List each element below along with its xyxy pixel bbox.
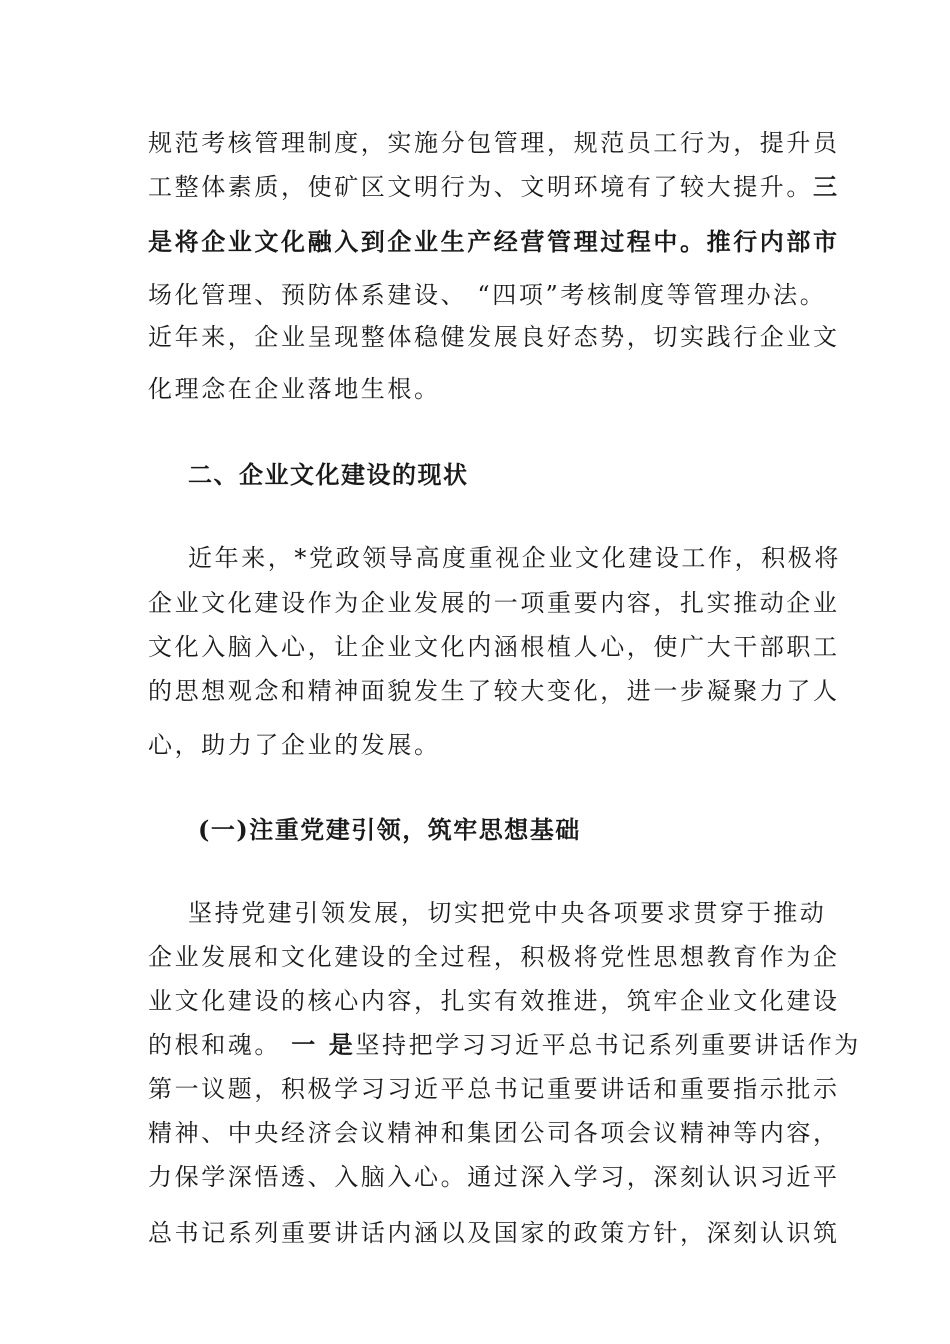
text-span: 的根和魂。 — [148, 1031, 292, 1059]
paragraph-line: 业文化建设的核心内容，扎实有效推进，筑牢企业文化建设 — [148, 987, 840, 1015]
paragraph-line: 企业发展和文化建设的全过程，积极将党性思想教育作为企 — [148, 943, 840, 971]
bold-paragraph-line: 是将企业文化融入到企业生产经营管理过程中。推行内部市 — [148, 227, 840, 256]
paragraph-line: 企业文化建设作为企业发展的一项重要内容，扎实推动企业 — [148, 589, 840, 617]
bold-text-span: 三 — [813, 172, 840, 201]
paragraph-line — [148, 172, 840, 202]
paragraph-line: 规范考核管理制度，实施分包管理，规范员工行为，提升员 — [148, 129, 840, 157]
paragraph-line: 场化管理、预防体系建设、 “四项”考核制度等管理办法。 — [148, 281, 827, 309]
text-span: 坚持把学习习近平总书记系列重要讲话作为 — [355, 1031, 861, 1059]
paragraph-line: 精神、中央经济会议精神和集团公司各项会议精神等内容， — [148, 1119, 840, 1147]
paragraph-line: 近年来，*党政领导高度重视企业文化建设工作，积极将 — [188, 544, 841, 572]
paragraph-line — [148, 1030, 861, 1060]
subsection-heading: (一)注重党建引领，筑牢思想基础 — [198, 815, 581, 844]
paragraph-line: 近年来，企业呈现整体稳健发展良好态势，切实践行企业文 — [148, 323, 840, 351]
paragraph-line: 总书记系列重要讲话内涵以及国家的政策方针，深刻认识筑 — [148, 1219, 840, 1247]
paragraph-line: 化理念在企业落地生根。 — [148, 375, 441, 403]
text-span: 工整体素质，使矿区文明行为、文明环境有了较大提升。 — [148, 173, 813, 201]
paragraph-line: 文化入脑入心，让企业文化内涵根植人心，使广大干部职工 — [148, 633, 840, 661]
paragraph-line: 坚持党建引领发展，切实把党中央各项要求贯穿于推动 — [188, 899, 827, 927]
paragraph-line: 心，助力了企业的发展。 — [148, 731, 441, 759]
section-heading: 二、企业文化建设的现状 — [188, 460, 469, 489]
bold-text-span: 一 是 — [291, 1030, 356, 1059]
paragraph-line: 的思想观念和精神面貌发生了较大变化，进一步凝聚力了人 — [148, 677, 840, 705]
paragraph-line: 第一议题，积极学习习近平总书记重要讲话和重要指示批示 — [148, 1075, 840, 1103]
paragraph-line: 力保学深悟透、入脑入心。通过深入学习，深刻认识习近平 — [148, 1163, 840, 1191]
